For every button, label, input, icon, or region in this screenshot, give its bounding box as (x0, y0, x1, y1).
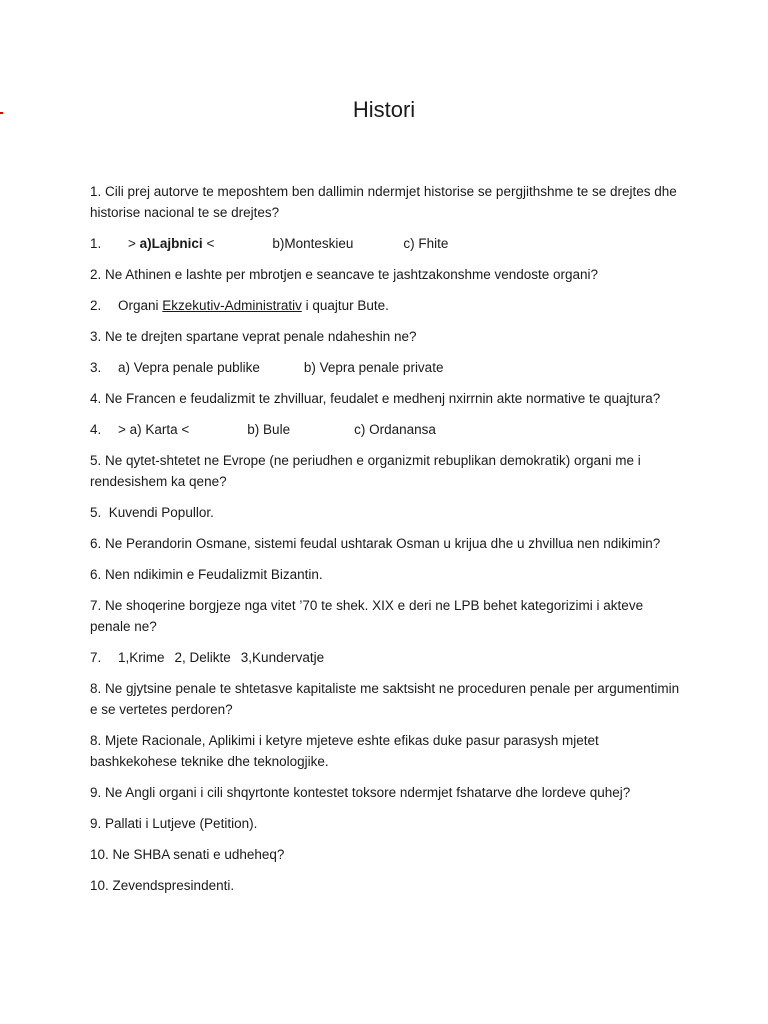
question-1: 1. Cili prej autorve te meposhtem ben dallimin ndermjet historise se pergjithshme te se drejtes dhe historise nacional te se drejtes? (90, 184, 677, 220)
option-b: 2, Delikte (174, 650, 231, 665)
answer-number: 3. (90, 360, 102, 375)
question-5: 5. Ne qytet-shtetet ne Evrope (ne periudhen e organizmit rebuplikan demokratik) organi me i rendesishem ka qene? (90, 453, 641, 489)
answer-marker: > (128, 236, 136, 251)
question-9: 9. Ne Angli organi i cili shqyrtonte kontestet toksore ndermjet fshatarve dhe lordeve quhej? (90, 785, 631, 800)
answer-text: Organi (118, 298, 159, 313)
question-7: 7. Ne shoqerine borgjeze nga vitet ’70 te shek. XIX e deri ne LPB behet kategorizimi i akteve penale ne? (90, 598, 644, 634)
answer-number: 7. (90, 650, 102, 665)
option-b: b) Vepra penale private (303, 360, 444, 375)
question-10: 10. Ne SHBA senati e udheheq? (90, 847, 285, 862)
question-3: 3. Ne te drejten spartane veprat penale ndaheshin ne? (90, 329, 417, 344)
option-a: > a) Karta < (118, 422, 190, 437)
answer-4 (90, 419, 680, 440)
question-8: 8. Ne gjytsine penale te shtetasve kapitaliste me saktsisht ne proceduren penale per argumentimin e se vertetes perdoren? (90, 681, 680, 717)
option-c: c) Ordanansa (354, 422, 436, 437)
answer-number: 4. (90, 422, 102, 437)
answer-1 (90, 233, 680, 254)
option-a: a) Vepra penale publike (118, 360, 260, 375)
answer-9: 9. Pallati i Lutjeve (Petition). (90, 816, 258, 831)
answer-8: 8. Mjete Racionale, Aplikimi i ketyre mjeteve eshte efikas duke pasur parasysh mjetet bashkekohese teknike dhe teknologjike. (90, 733, 599, 769)
answer-underlined: Ekzekutiv-Administrativ (162, 298, 302, 313)
option-c: 3,Kundervatje (240, 650, 325, 665)
option-c: c) Fhite (403, 236, 449, 251)
answer-6: 6. Nen ndikimin e Feudalizmit Bizantin. (90, 567, 323, 582)
question-6: 6. Ne Perandorin Osmane, sistemi feudal ushtarak Osman u krijua dhe u zhvillua nen ndikimin? (90, 536, 661, 551)
answer-marker-end: < (206, 236, 215, 251)
option-b: b) Bule (247, 422, 291, 437)
option-a: a)Lajbnici (139, 236, 203, 251)
answer-5: 5. Kuvendi Popullor. (90, 505, 214, 520)
answer-number: 2. (90, 298, 102, 313)
answer-7 (90, 647, 680, 668)
document-body (90, 181, 680, 896)
answer-2 (90, 295, 680, 316)
answer-10: 10. Zevendspresindenti. (90, 878, 235, 893)
question-4: 4. Ne Francen e feudalizmit te zhvilluar, feudalet e medhenj nxirrnin akte normative te quajtura? (90, 391, 661, 406)
answer-number: 1. (90, 236, 102, 251)
option-a: 1,Krime (118, 650, 165, 665)
answer-text: i quajtur Bute. (305, 298, 389, 313)
question-2: 2. Ne Athinen e lashte per mbrotjen e seancave te jashtzakonshme vendoste organi? (90, 267, 599, 282)
option-b: b)Monteskieu (272, 236, 354, 251)
page-title: Histori (352, 97, 416, 122)
answer-3 (90, 357, 680, 378)
